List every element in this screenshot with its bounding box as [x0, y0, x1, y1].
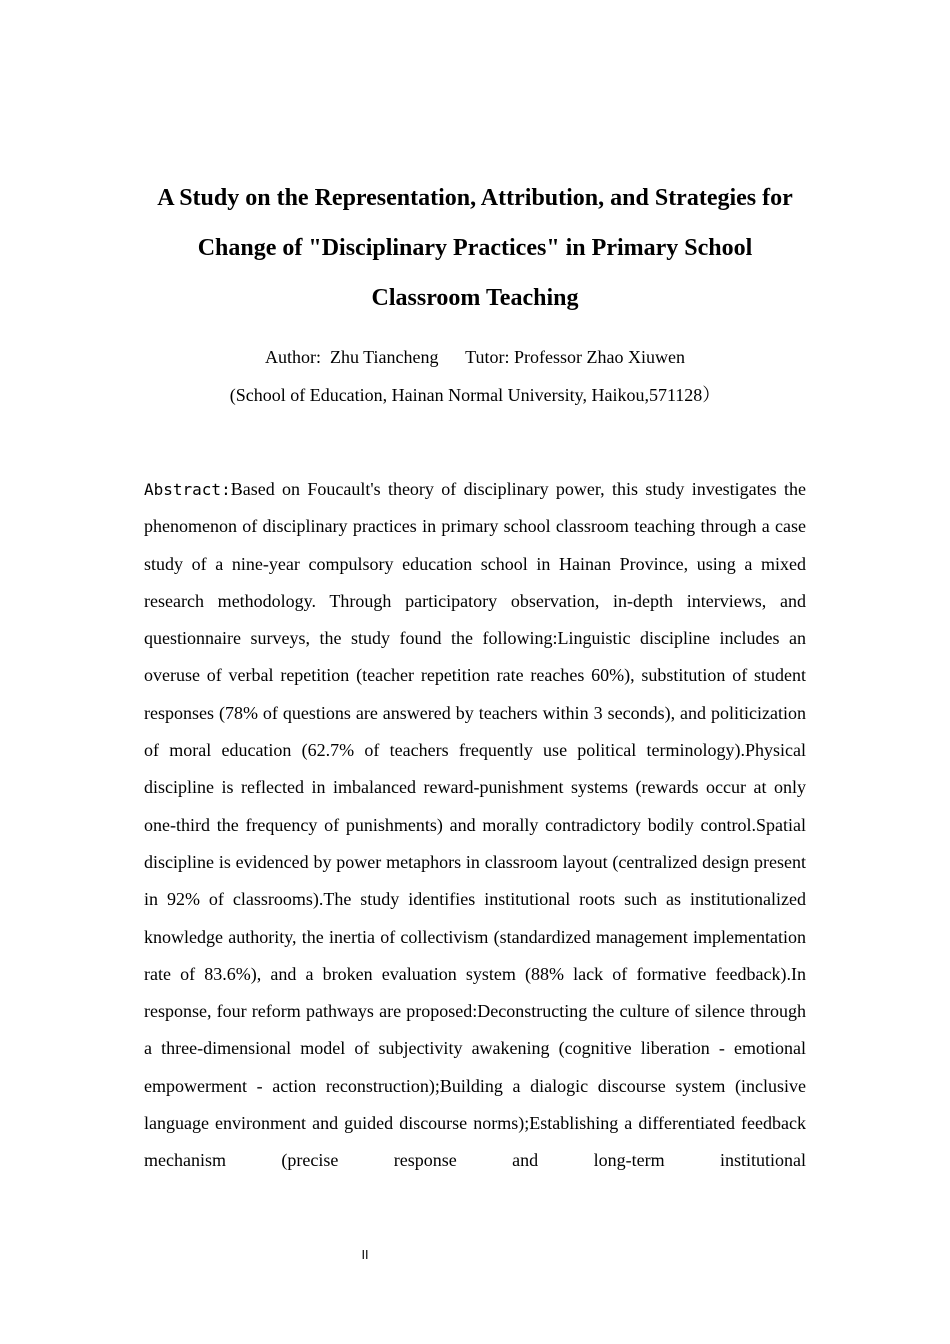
author-tutor-line: Author: Zhu Tiancheng Tutor: Professor Zhao Xiuwen — [265, 347, 685, 367]
abstract-text: Based on Foucault's theory of disciplinary power, this study investigates the phenomenon of disciplinary practices in primary school classroom teaching through a case study of a nine-year compulsory education school in Hainan Province, using a mixed research methodology. Through participatory observation, in-depth interviews, and questionnaire surveys, the study found the following:Linguistic discipline includes an overuse of verbal repetition (teacher repetition rate reaches 60%), substitution of student responses (78% of questions are answered by teachers within 3 seconds), and politicization of moral education (62.7% of teachers frequently use political terminology).Physical discipline is reflected in imbalanced reward-punishment systems (rewards occur at only one-third the frequency of punishments) and morally contradictory bodily control.Spatial discipline is evidenced by power metaphors in classroom layout (centralized design present in 92% of classrooms).The study identifies institutional roots such as institutionalized knowledge authority, the inertia of collectivism (standardized management implementation rate of 83.6%), and a broken evaluation system (88% lack of formative feedback).In response, four reform pathways are proposed:Deconstructing the culture of silence through a three-dimensional model of subjectivity awakening (cognitive liberation - emotional empowerment - action reconstruction);Building a dialogic discourse system (inclusive language environment and guided discourse norms);Establishing a differentiated feedback mechanism (precise response and long-term institutional — [144, 479, 806, 1171]
abstract-label: Abstract: — [144, 480, 231, 499]
affiliation-line: (School of Education, Hainan Normal University, Haikou,571128） — [229, 385, 721, 405]
paper-title: A Study on the Representation, Attribution, and Strategies for Change of "Disciplinary Practices" in Primary School Classroom Teaching — [157, 185, 793, 311]
page-number: II — [361, 1248, 369, 1262]
abstract-paragraph — [144, 471, 806, 1180]
